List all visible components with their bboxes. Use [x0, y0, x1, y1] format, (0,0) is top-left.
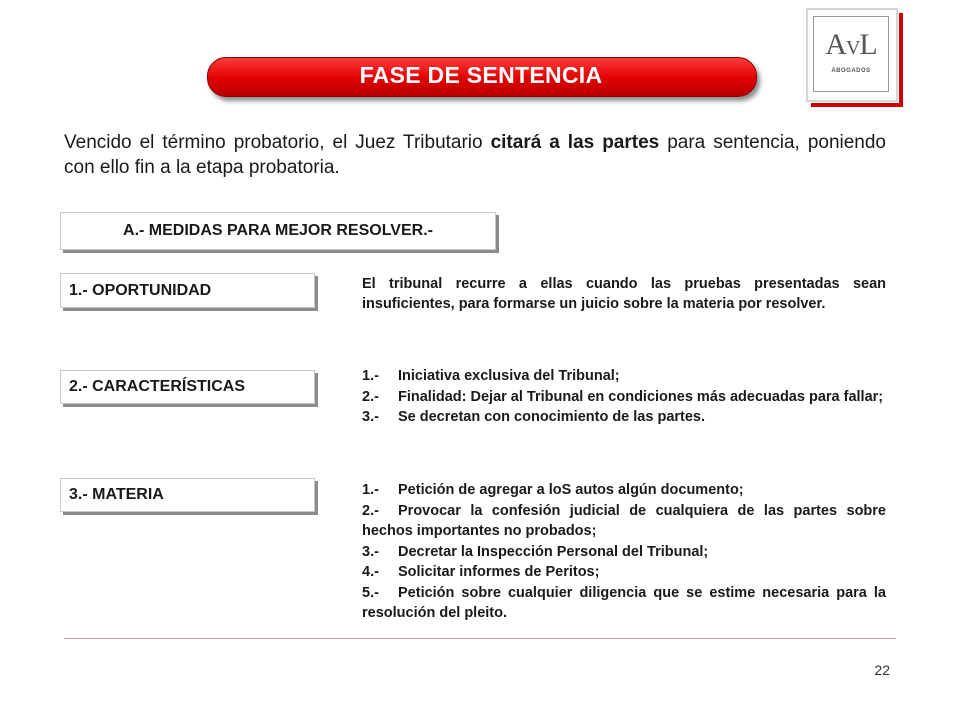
materia-label-box: 3.- MATERIA — [60, 478, 315, 512]
list-item: 4.- Solicitar informes de Peritos; — [362, 564, 600, 580]
list-item: 2.- Provocar la confesión judicial de cualquiera de las partes sobre hechos importantes no probados; — [362, 502, 886, 539]
materia-list — [362, 480, 886, 624]
caracteristicas-list — [362, 366, 886, 428]
slide-title: FASE DE SENTENCIA — [359, 62, 603, 88]
list-item: 5.- Petición sobre cualquier diligencia que se estime necesaria para la resolución del pleito. — [362, 584, 886, 621]
avl-logo: AVL — [825, 28, 877, 61]
logo-subtitle: ABOGADOS — [831, 68, 871, 74]
list-item: 1.- Petición de agregar a loS autos algún documento; — [362, 482, 744, 498]
oportunidad-label-box: 1.- OPORTUNIDAD — [60, 273, 315, 308]
list-item: 2.- Finalidad: Dejar al Tribunal en condiciones más adecuadas para fallar; — [362, 388, 884, 405]
list-item: 3.- Decretar la Inspección Personal del Tribunal; — [362, 543, 709, 560]
list-item: 1.- Iniciativa exclusiva del Tribunal; — [362, 368, 620, 384]
list-item: 3.- Se decretan con conocimiento de las partes. — [362, 409, 706, 425]
page-number: 22 — [874, 662, 890, 678]
intro-paragraph: Vencido el término probatorio, el Juez Tributario citará a las partes para sentencia, poniendo con ello fin a la etapa probatoria. — [64, 132, 887, 178]
section-a-heading: A.- MEDIDAS PARA MEJOR RESOLVER.- — [60, 212, 496, 250]
caracteristicas-label-box: 2.- CARACTERÍSTICAS — [60, 370, 315, 404]
oportunidad-text: El tribunal recurre a ellas cuando las pruebas presentadas sean insuficientes, para formarse un juicio sobre la materia por resolver. — [362, 276, 886, 312]
footer-divider — [64, 638, 896, 639]
